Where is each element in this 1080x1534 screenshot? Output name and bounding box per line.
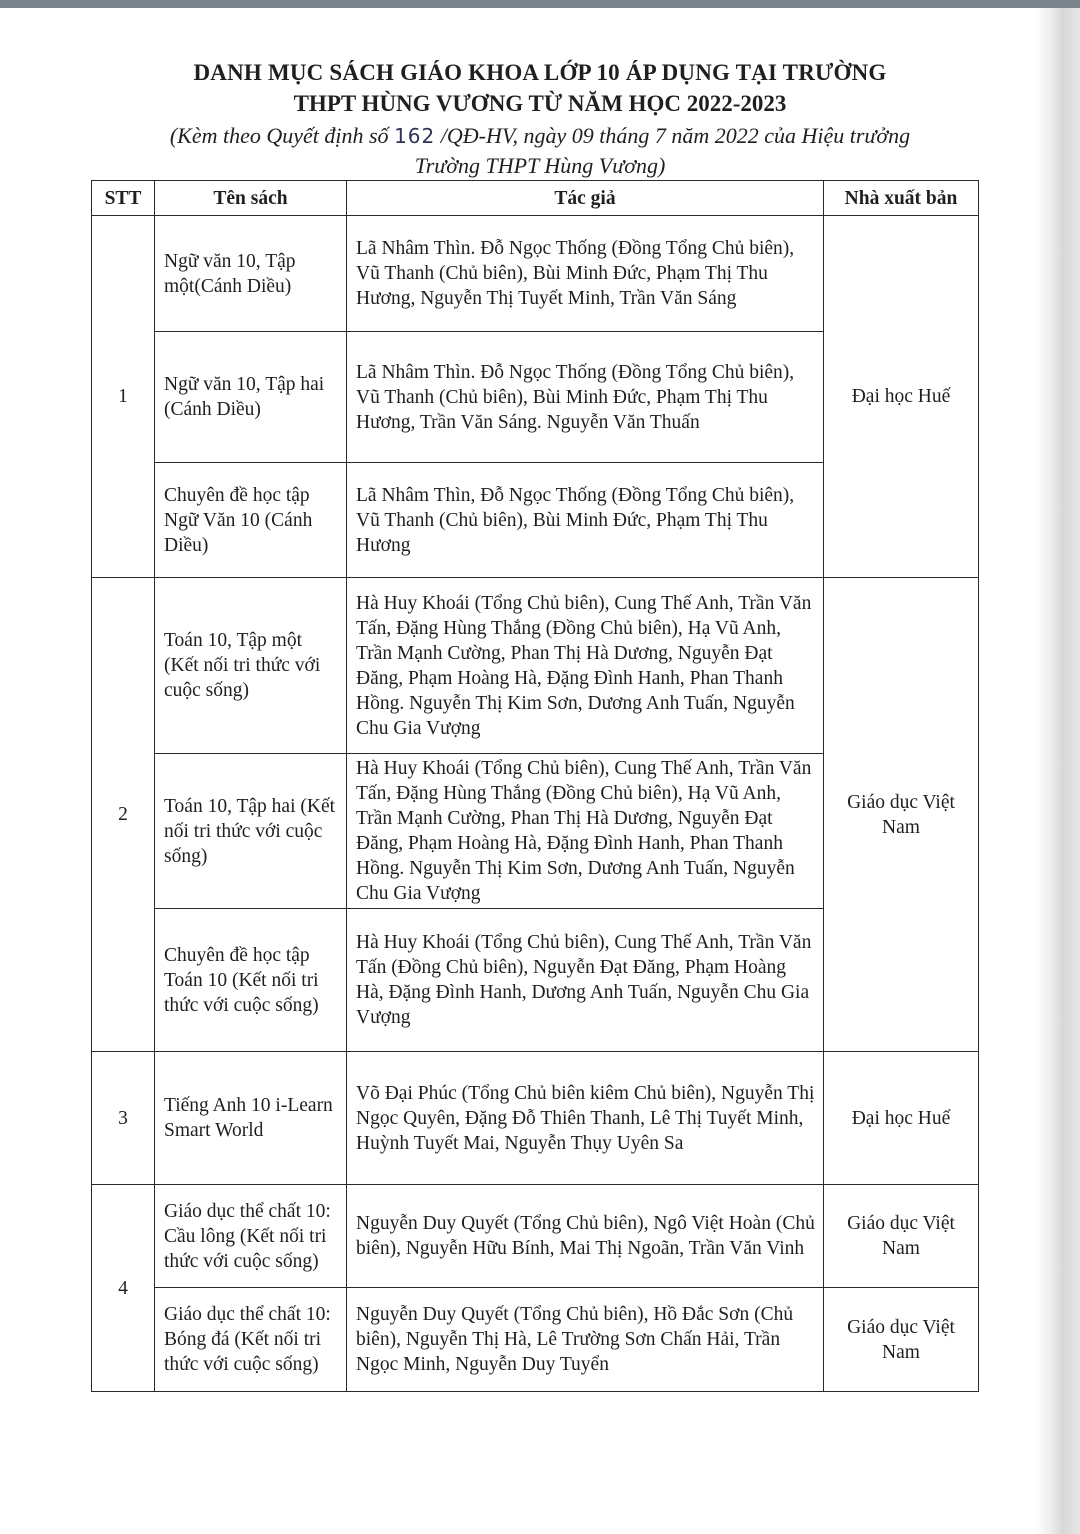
authors-cell: Lã Nhâm Thìn. Đỗ Ngọc Thống (Đồng Tổng Chủ biên), Vũ Thanh (Chủ biên), Bùi Minh Đức, Phạm Thị Thu Hương, Trần Văn Sáng. Nguyễn Văn Thuấn	[347, 332, 824, 463]
subtitle-suffix: /QĐ-HV, ngày 09 tháng 7 năm 2022 của Hiệu trưởng	[435, 123, 911, 148]
textbook-catalog-table	[91, 180, 979, 1392]
subtitle-prefix: (Kèm theo Quyết định số	[169, 123, 395, 148]
authors-cell: Võ Đại Phúc (Tổng Chủ biên kiêm Chủ biên), Nguyễn Thị Ngọc Quyên, Đặng Đỗ Thiên Thanh, Lê Thị Tuyết Minh, Huỳnh Tuyết Mai, Nguyễn Thụy Uyên Sa	[347, 1052, 824, 1185]
authors-cell: Nguyễn Duy Quyết (Tổng Chủ biên), Ngô Việt Hoàn (Chủ biên), Nguyễn Hữu Bính, Mai Thị Ngoãn, Trần Văn Vinh	[347, 1185, 824, 1288]
book-name-cell: Ngữ văn 10, Tập một(Cánh Diều)	[155, 216, 347, 332]
scan-edge-shadow	[1036, 8, 1080, 1534]
stt-cell: 1	[92, 216, 155, 578]
header-stt: STT	[92, 181, 155, 216]
document-subtitle-line-1	[60, 121, 1020, 151]
book-name-cell: Ngữ văn 10, Tập hai (Cánh Diều)	[155, 332, 347, 463]
stt-cell: 3	[92, 1052, 155, 1185]
table-row	[92, 1288, 979, 1392]
book-name-cell: Chuyên đề học tập Toán 10 (Kết nối tri thức với cuộc sống)	[155, 909, 347, 1052]
book-name-cell: Giáo dục thể chất 10: Bóng đá (Kết nối tri thức với cuộc sống)	[155, 1288, 347, 1392]
document-title-line-1: DANH MỤC SÁCH GIÁO KHOA LỚP 10 ÁP DỤNG TẠI TRƯỜNG	[193, 60, 887, 85]
header-publisher: Nhà xuất bản	[824, 181, 979, 216]
book-name-cell: Giáo dục thể chất 10: Cầu lông (Kết nối tri thức với cuộc sống)	[155, 1185, 347, 1288]
book-name-cell: Chuyên đề học tập Ngữ Văn 10 (Cánh Diều)	[155, 463, 347, 578]
book-name-cell: Toán 10, Tập hai (Kết nối tri thức với cuộc sống)	[155, 754, 347, 909]
authors-cell: Nguyễn Duy Quyết (Tổng Chủ biên), Hồ Đắc Sơn (Chủ biên), Nguyễn Thị Hà, Lê Trường Sơn Chấn Hải, Trần Ngọc Minh, Nguyễn Duy Tuyển	[347, 1288, 824, 1392]
authors-cell: Lã Nhâm Thìn, Đỗ Ngọc Thống (Đồng Tổng Chủ biên), Vũ Thanh (Chủ biên), Bùi Minh Đức, Phạm Thị Thu Hương	[347, 463, 824, 578]
decision-number-handwritten: 162	[394, 124, 436, 148]
book-name-cell: Tiếng Anh 10 i-Learn Smart World	[155, 1052, 347, 1185]
authors-cell: Lã Nhâm Thìn. Đỗ Ngọc Thống (Đồng Tổng Chủ biên), Vũ Thanh (Chủ biên), Bùi Minh Đức, Phạm Thị Thu Hương, Nguyễn Thị Tuyết Minh, Trần Văn Sáng	[347, 216, 824, 332]
document-title-line-2: THPT HÙNG VƯƠNG TỪ NĂM HỌC 2022-2023	[293, 91, 787, 116]
book-name-cell: Toán 10, Tập một (Kết nối tri thức với cuộc sống)	[155, 578, 347, 754]
table-row	[92, 1052, 979, 1185]
table-row	[92, 1185, 979, 1288]
authors-cell: Hà Huy Khoái (Tổng Chủ biên), Cung Thế Anh, Trần Văn Tấn (Đồng Chủ biên), Nguyễn Đạt Đăng, Phạm Hoàng Hà, Đặng Đình Hanh, Dương Anh Tuấn, Nguyễn Chu Gia Vượng	[347, 909, 824, 1052]
header-authors: Tác giả	[347, 181, 824, 216]
table-header-row	[92, 181, 979, 216]
document-subtitle-line-2: Trường THPT Hùng Vương)	[414, 153, 666, 178]
authors-cell: Hà Huy Khoái (Tổng Chủ biên), Cung Thế Anh, Trần Văn Tấn, Đặng Hùng Thắng (Đồng Chủ biên), Hạ Vũ Anh, Trần Mạnh Cường, Phan Thị Hà Dương, Nguyễn Đạt Đăng, Phạm Hoàng Hà, Đặng Đình Hanh, Phan Thanh Hồng. Nguyễn Thị Kim Sơn, Dương Anh Tuấn, Nguyễn Chu Gia Vượng	[347, 754, 824, 909]
authors-cell: Hà Huy Khoái (Tổng Chủ biên), Cung Thế Anh, Trần Văn Tấn, Đặng Hùng Thắng (Đồng Chủ biên), Hạ Vũ Anh, Trần Mạnh Cường, Phan Thị Hà Dương, Nguyễn Đạt Đăng, Phạm Hoàng Hà, Đặng Đình Hanh, Phan Thanh Hồng. Nguyễn Thị Kim Sơn, Dương Anh Tuấn, Nguyễn Chu Gia Vượng	[347, 578, 824, 754]
publisher-cell: Giáo dục Việt Nam	[824, 1288, 979, 1392]
publisher-cell: Đại học Huế	[824, 1052, 979, 1185]
top-edge-bar	[0, 0, 1080, 8]
publisher-cell: Giáo dục Việt Nam	[824, 578, 979, 1052]
stt-cell: 4	[92, 1185, 155, 1392]
table-row	[92, 578, 979, 754]
stt-cell: 2	[92, 578, 155, 1052]
header-book-name: Tên sách	[155, 181, 347, 216]
publisher-cell: Đại học Huế	[824, 216, 979, 578]
publisher-cell: Giáo dục Việt Nam	[824, 1185, 979, 1288]
table-row	[92, 216, 979, 332]
